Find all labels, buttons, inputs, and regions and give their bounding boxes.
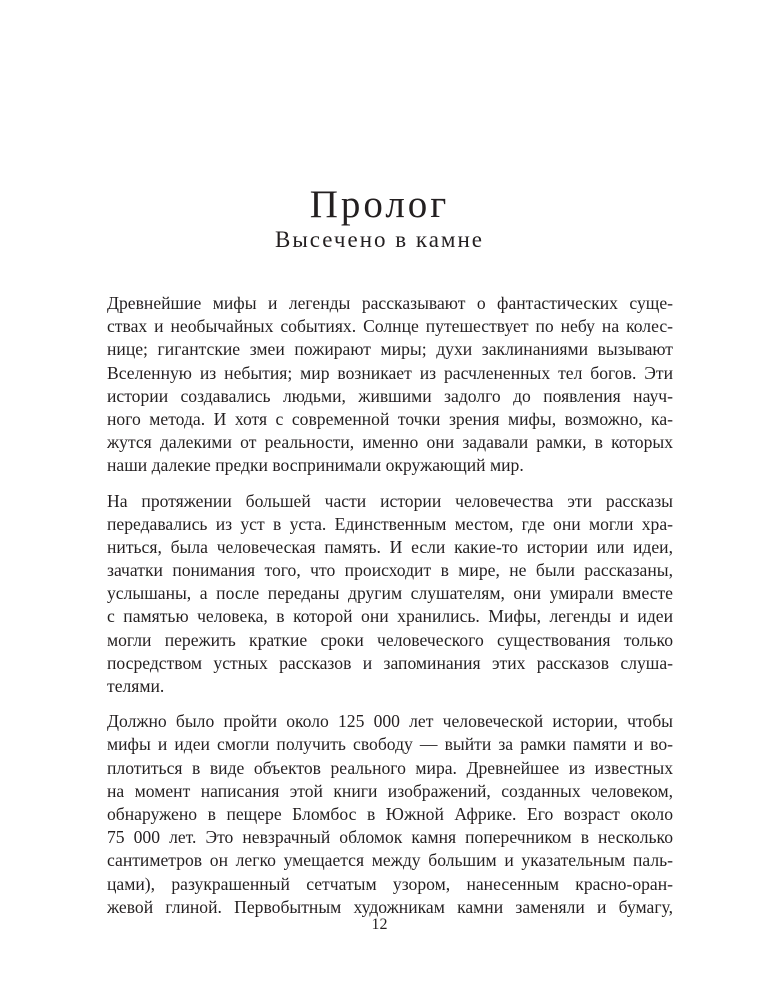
paragraph-3 (107, 710, 673, 919)
text-line: Древнейшие мифы и легенды рассказывают о фантастических суще- (107, 293, 673, 313)
text-line: жевой глиной. Первобытным художникам камни заменяли и бумагу, (107, 896, 673, 917)
text-line: нице; гигантские змеи пожирают миры; духи заклинаниями вызывают (107, 339, 673, 360)
text-line: На протяжении большей части истории человечества эти рассказы (107, 490, 673, 511)
text-line: посредством устных рассказов и запоминания этих рассказов слуша- (107, 652, 673, 673)
text-line: обнаружено в пещере Бломбос в Южной Африке. Его возраст около (107, 803, 673, 824)
text-line: ниться, была человеческая память. И если какие-то истории или идеи, (107, 536, 673, 557)
text-line: Вселенную из небытия; мир возникает из расчлененных тел богов. Эти (107, 362, 673, 383)
paragraph-2 (107, 490, 673, 699)
text-line: на момент написания этой книги изображений, созданных человеком, (107, 780, 673, 801)
chapter-title: Пролог (309, 183, 450, 226)
text-line: сантиметров он легко умещается между большим и указательным паль- (107, 850, 673, 871)
text-line: услышаны, а после переданы другим слушателям, они умирали вместе (107, 583, 673, 604)
text-line: с памятью человека, в которой они хранились. Мифы, легенды и идеи (107, 606, 673, 627)
text-line: жутся далекими от реальности, именно они задавали рамки, в которых (107, 432, 673, 453)
text-line: передавались из уст в уста. Единственным местом, где они могли хра- (107, 513, 673, 534)
chapter-subtitle: Высечено в камне (275, 227, 484, 252)
text-line: Должно было пройти около 125 000 лет человеческой истории, чтобы (107, 711, 673, 732)
text-line: плотиться в виде объектов реального мира. Древнейшее из известных (107, 757, 673, 778)
page-number: 12 (371, 916, 388, 933)
text-line: зачатки понимания того, что происходит в мире, не были рассказаны, (107, 560, 673, 581)
text-line: 75 000 лет. Это невзрачный обломок камня поперечником в несколько (107, 827, 673, 848)
paragraph-1 (107, 292, 673, 478)
text-line: могли пережить краткие сроки человеческого существования только (107, 629, 673, 650)
text-line: истории создавались людьми, жившими задолго до появления науч- (107, 385, 673, 406)
text-line: наши далекие предки воспринимали окружающий мир. (107, 455, 524, 476)
text-line: ствах и необычайных событиях. Солнце путешествует по небу на колес- (107, 316, 673, 337)
body-text (107, 292, 673, 931)
text-line: мифы и идеи смогли получить свободу — выйти за рамки памяти и во- (107, 734, 673, 755)
text-line: цами), разукрашенный сетчатым узором, нанесенным красно-оран- (107, 873, 673, 894)
text-line: ного метода. И хотя с современной точки зрения мифы, возможно, ка- (107, 408, 673, 429)
text-line: телями. (107, 676, 165, 696)
